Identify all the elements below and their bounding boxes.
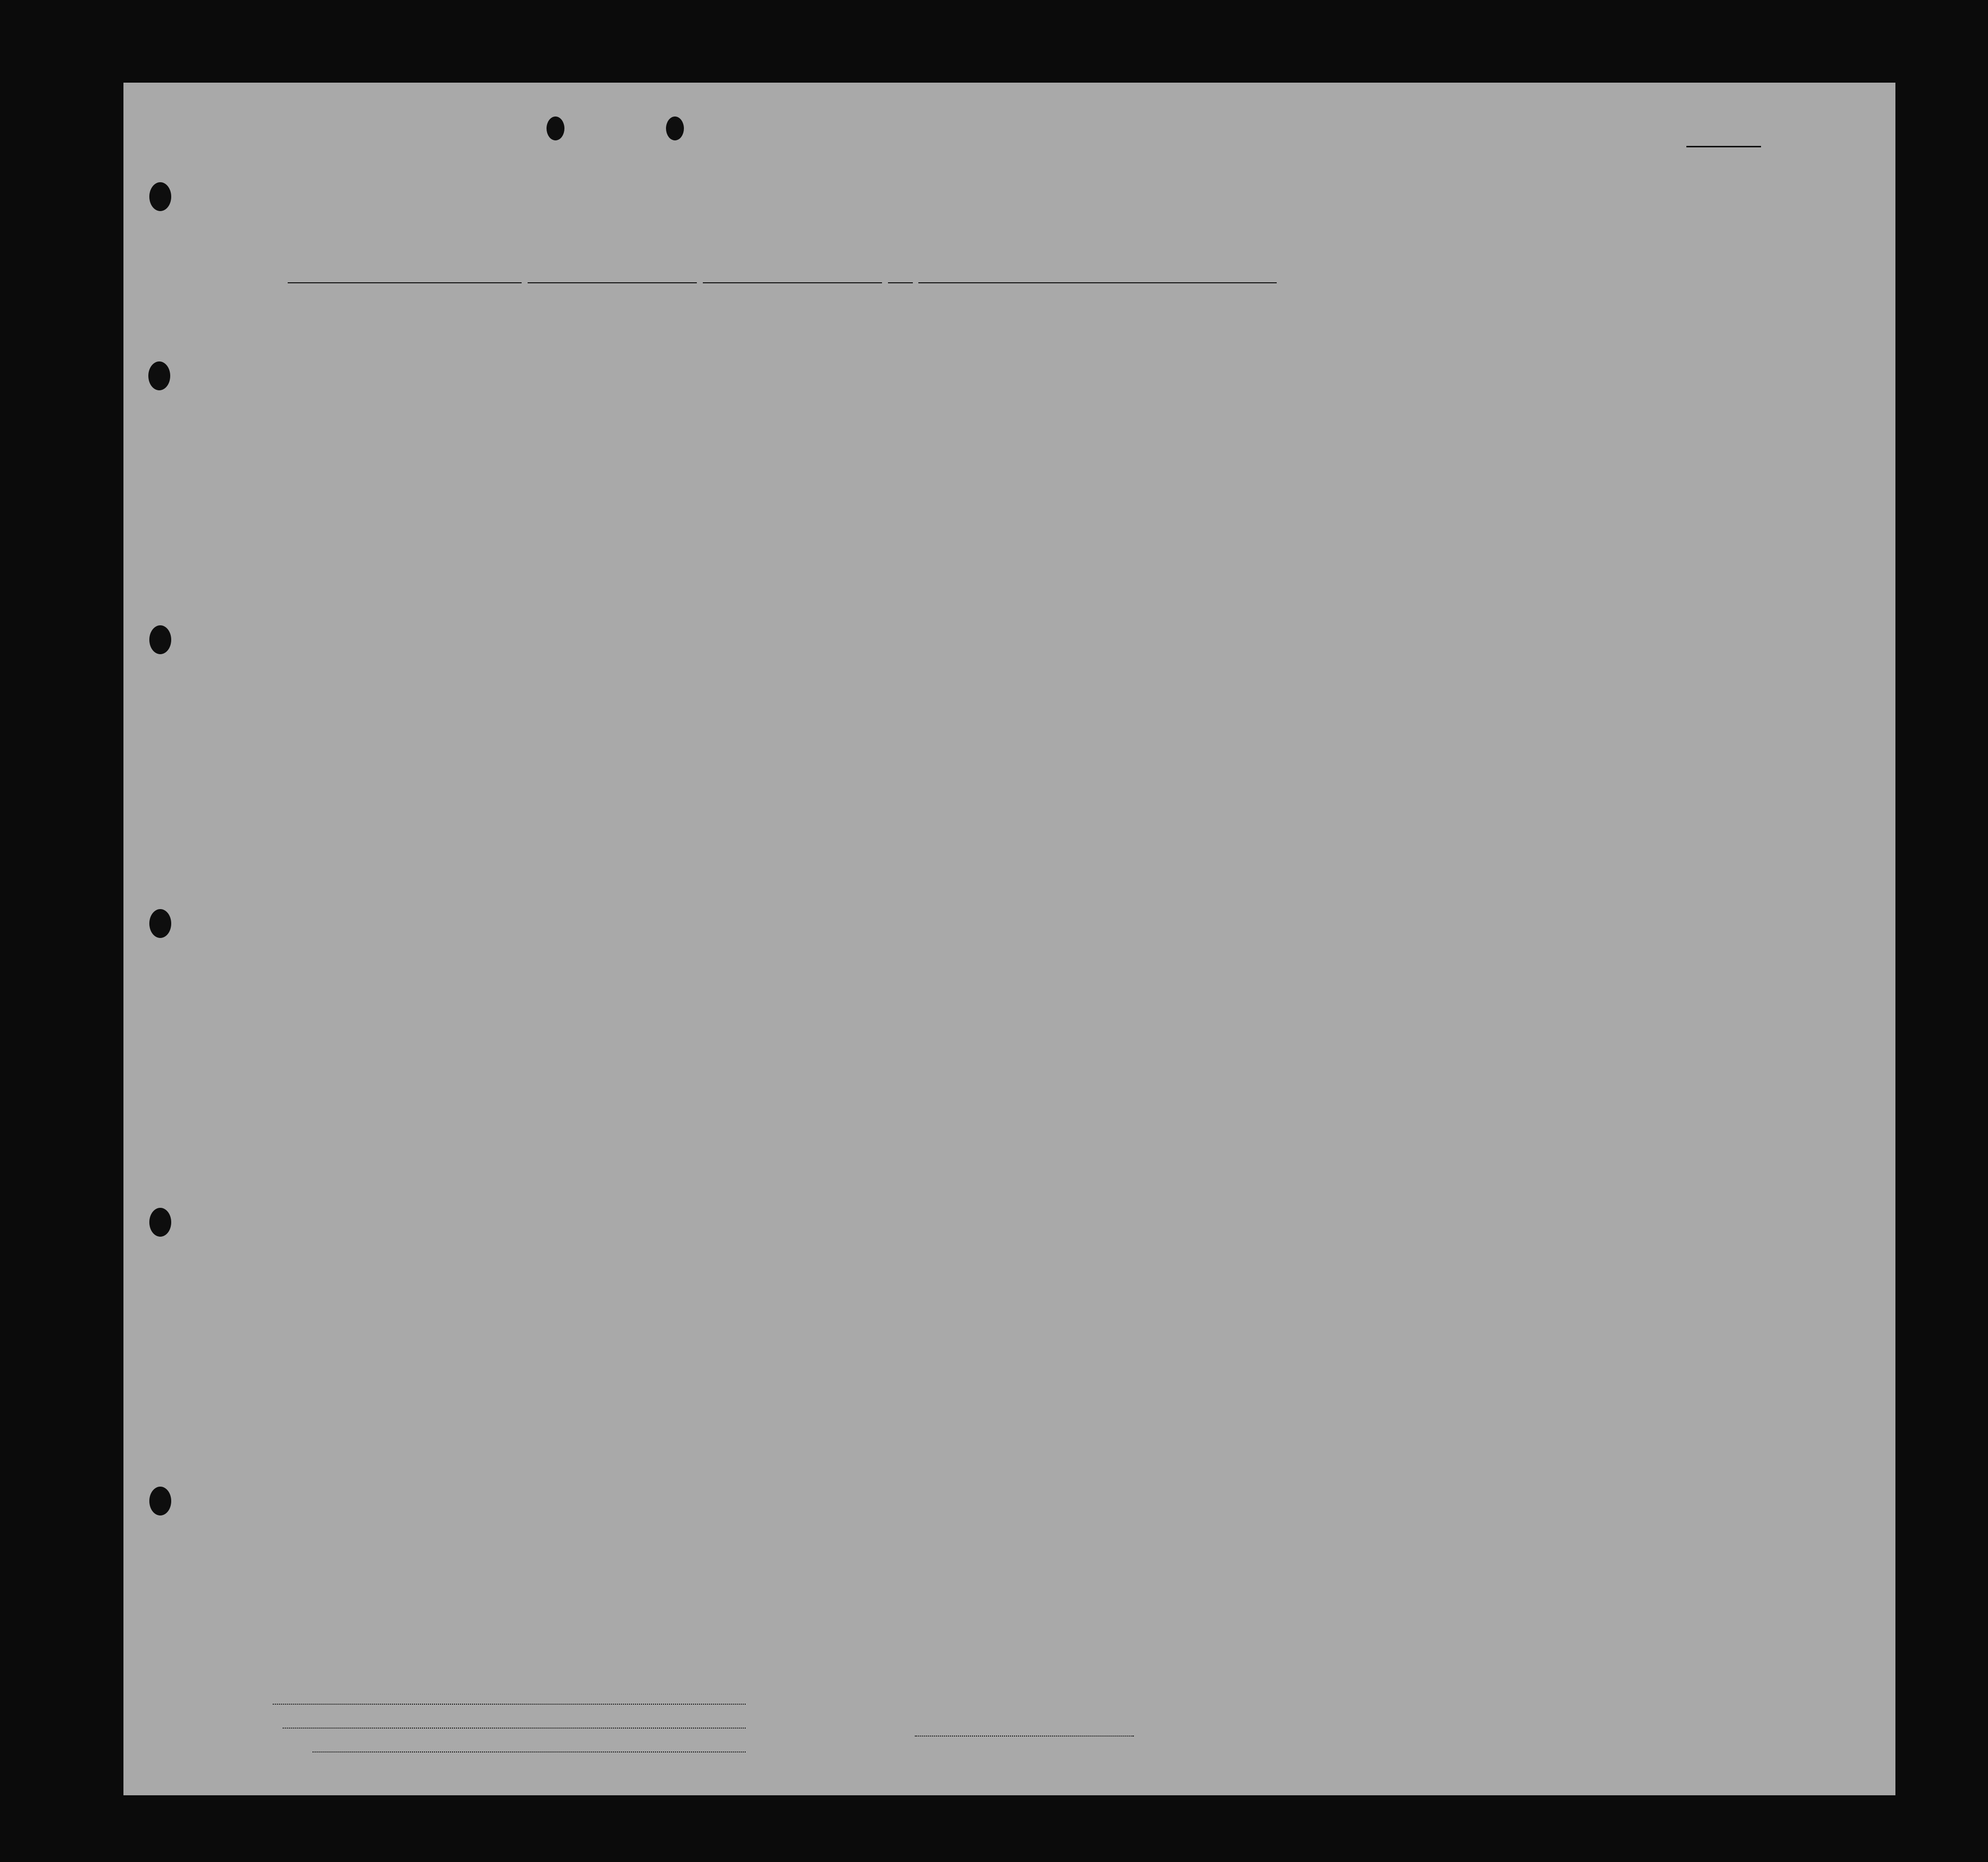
punch-hole bbox=[547, 116, 564, 140]
arrival-port bbox=[528, 282, 697, 283]
departure-port bbox=[918, 282, 1277, 283]
manifest-sheet bbox=[123, 83, 1895, 1795]
inspector-label bbox=[915, 1736, 1134, 1738]
punch-hole bbox=[149, 1208, 171, 1237]
owners-field bbox=[283, 1728, 746, 1729]
punch-hole bbox=[149, 909, 171, 938]
punch-hole bbox=[149, 182, 171, 211]
line-field bbox=[273, 1704, 746, 1705]
punch-hole bbox=[149, 625, 171, 654]
punch-hole bbox=[666, 116, 684, 140]
year-value bbox=[888, 282, 913, 283]
vessel-line bbox=[288, 268, 1277, 288]
vessel-name bbox=[288, 282, 522, 283]
sheet-number bbox=[1686, 132, 1761, 151]
sheet-number-value bbox=[1686, 146, 1761, 147]
date-stamp bbox=[703, 282, 882, 283]
punch-hole bbox=[149, 1487, 171, 1515]
local-agents-field bbox=[313, 1751, 746, 1752]
punch-hole bbox=[148, 361, 170, 390]
